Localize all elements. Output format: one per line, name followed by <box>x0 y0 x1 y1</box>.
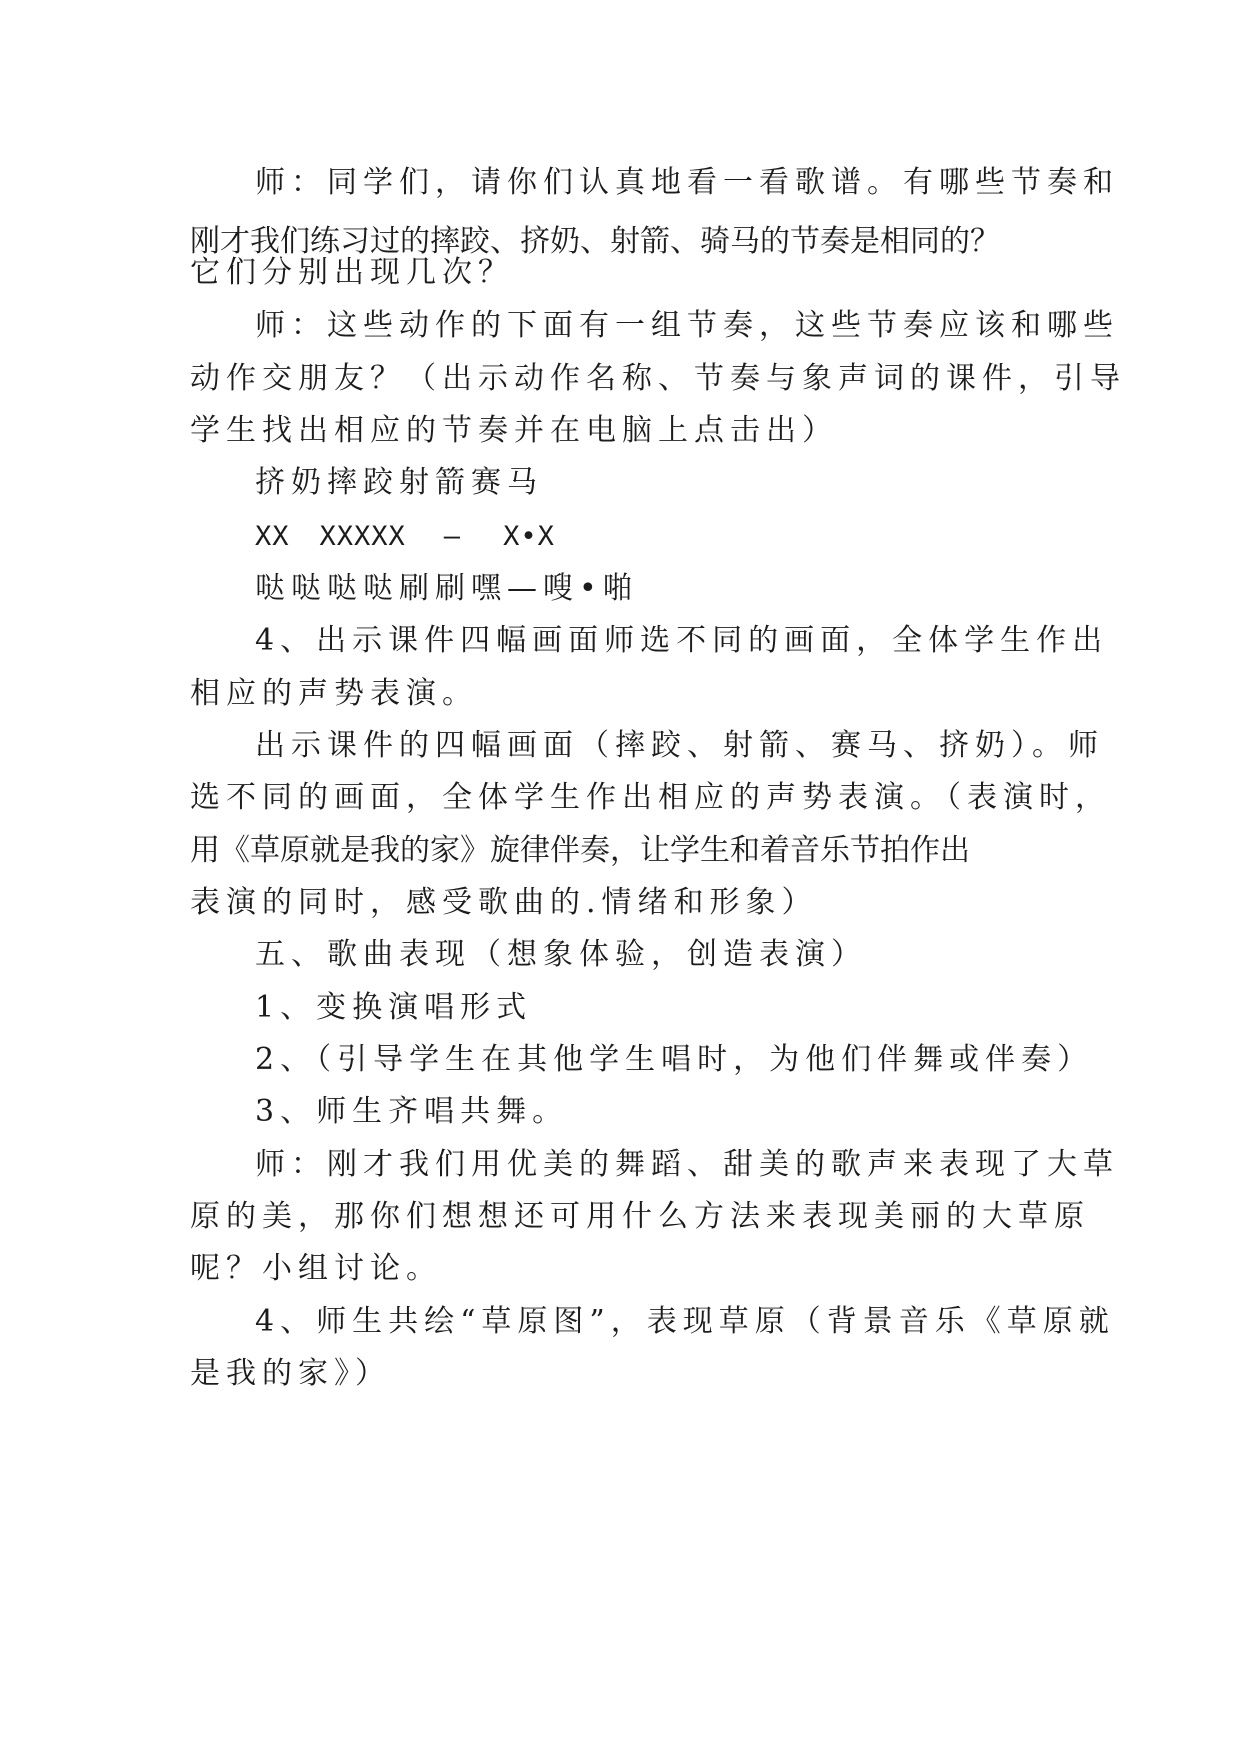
paragraph-line: 相应的声势表演。 <box>190 676 478 711</box>
onomatopoeia-line: 哒哒哒哒刷刷嘿—嗖•啪 <box>255 571 639 606</box>
paragraph-line: 学生找出相应的节奏并在电脑上点击出） <box>190 413 838 448</box>
paragraph-line: 刚才我们练习过的摔跤、挤奶、射箭、骑马的节奏是相同的？ <box>190 224 1000 259</box>
paragraph-line: 是我的家》） <box>190 1356 391 1391</box>
paragraph-line: 动作交朋友？（出示动作名称、节奏与象声词的课件，引导 <box>190 361 1126 396</box>
rhythm-part: XXXXX <box>319 521 406 552</box>
paragraph-line: 用《草原就是我的家》旋律伴奏，让学生和着音乐节拍作出 <box>190 833 970 868</box>
rhythm-part: — <box>443 521 462 552</box>
list-item: 1、变换演唱形式 <box>255 990 533 1025</box>
paragraph-line: 呢？小组讨论。 <box>190 1251 442 1286</box>
rhythm-part: X•X <box>503 521 555 552</box>
paragraph-line: 4、出示课件四幅画面师选不同的画面，全体学生作出 <box>255 623 1109 658</box>
paragraph-line: 选不同的画面，全体学生作出相应的声势表演。（表演时， <box>190 780 1111 815</box>
paragraph-line: 师：刚才我们用优美的舞蹈、甜美的歌声来表现了大草 <box>255 1147 1119 1182</box>
section-heading: 五、歌曲表现（想象体验，创造表演） <box>255 937 867 972</box>
paragraph-line: 师：这些动作的下面有一组节奏，这些节奏应该和哪些 <box>255 308 1119 343</box>
paragraph-line: 出示课件的四幅画面（摔跤、射箭、赛马、挤奶）。师 <box>255 728 1104 763</box>
list-item: 3、师生齐唱共舞。 <box>255 1094 569 1129</box>
paragraph-line: 它们分别出现几次？ <box>190 255 514 290</box>
rhythm-notation-line <box>255 517 555 557</box>
paragraph-line: 原的美，那你们想想还可用什么方法来表现美丽的大草原 <box>190 1199 1090 1234</box>
list-item: 2、（引导学生在其他学生唱时，为他们伴舞或伴奏） <box>255 1042 1094 1077</box>
list-item: 4、师生共绘“草原图”，表现草原（背景音乐《草原就 <box>255 1304 1115 1339</box>
paragraph-line: 表演的同时，感受歌曲的.情绪和形象） <box>190 885 818 920</box>
rhythm-part: XX <box>255 521 290 552</box>
paragraph-line: 师：同学们，请你们认真地看一看歌谱。有哪些节奏和 <box>255 165 1119 200</box>
action-names-line: 挤奶摔跤射箭赛马 <box>255 465 543 500</box>
